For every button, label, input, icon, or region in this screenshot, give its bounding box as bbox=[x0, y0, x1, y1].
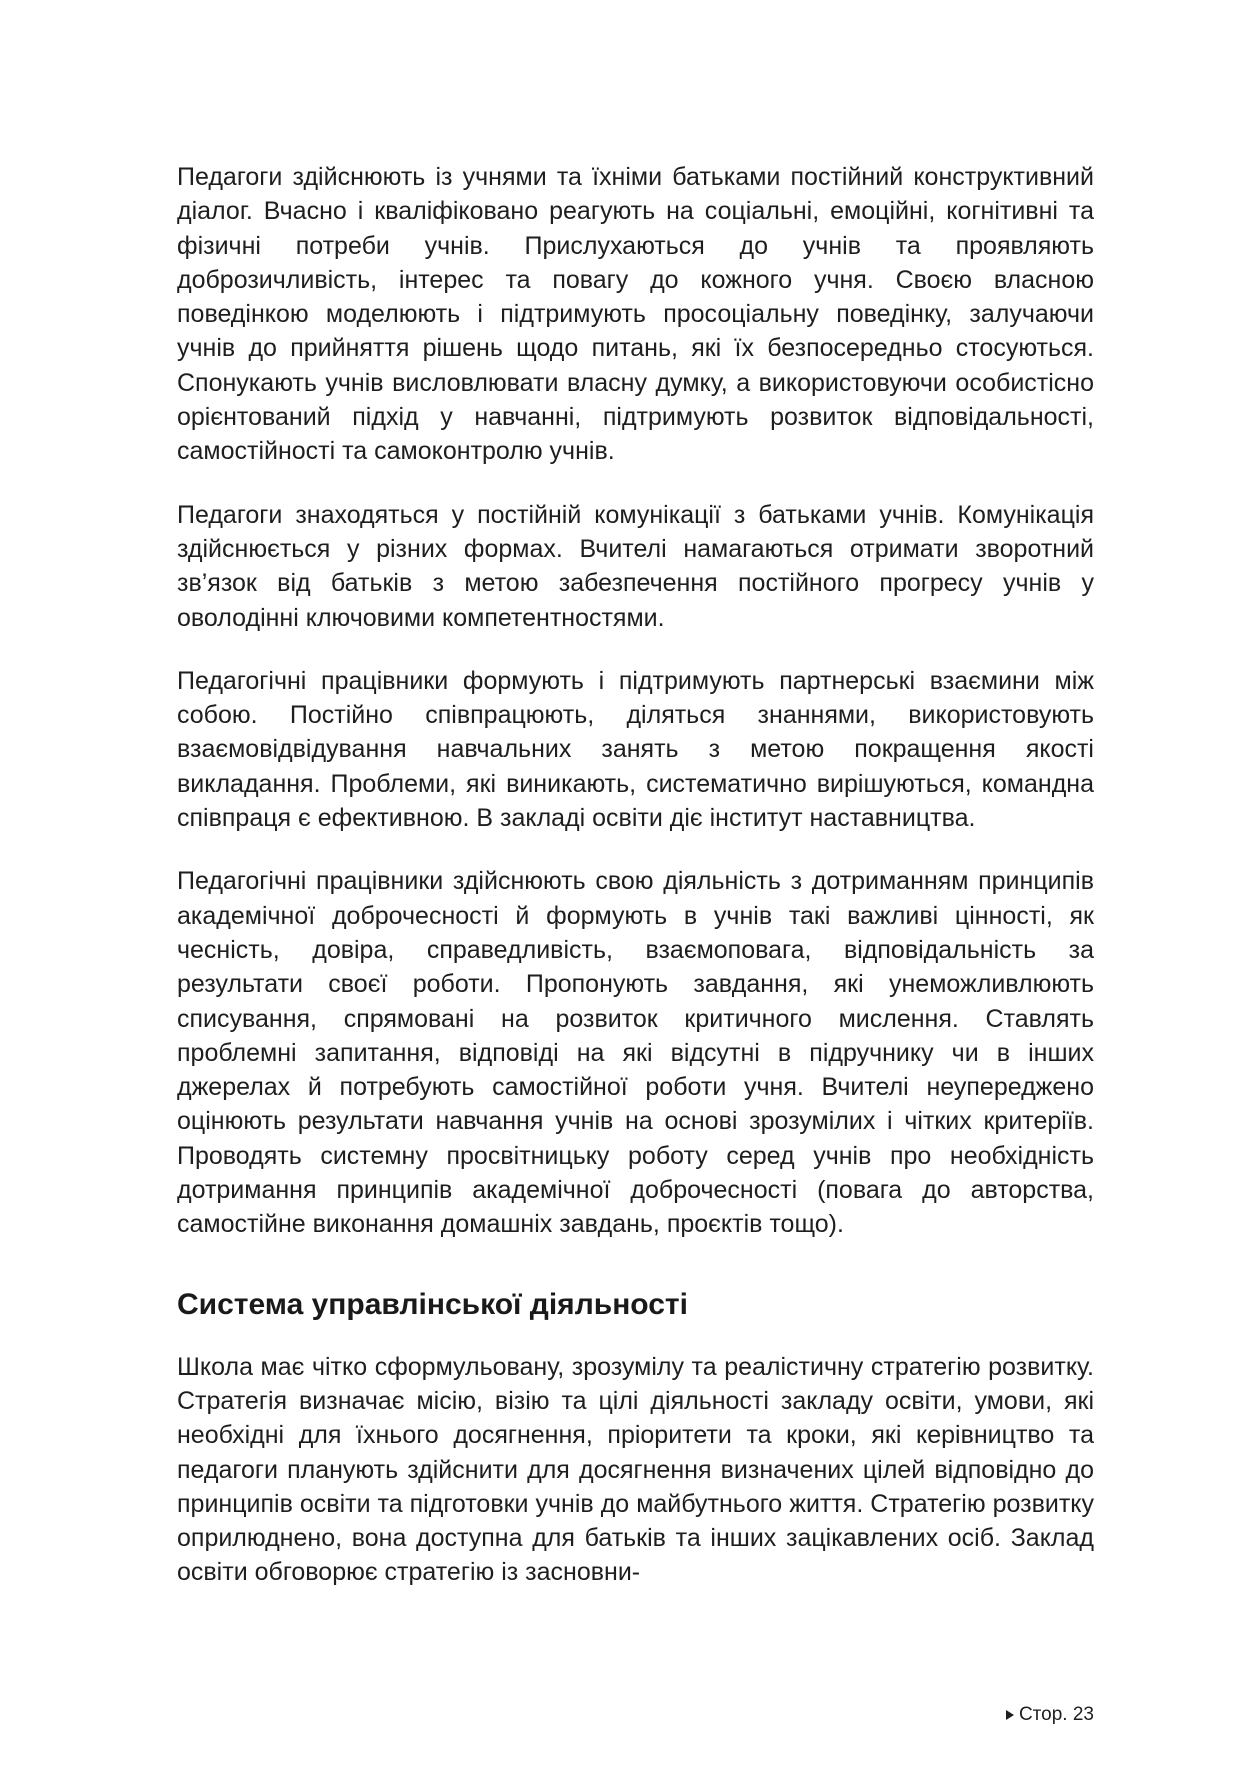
section-heading: Система управлінської діяльності bbox=[177, 1287, 688, 1321]
paragraph-school-strategy: Школа має чітко сформульовану, зрозумілу та реалістичну стратегію розвитку. Стратегія визначає місію, візію та цілі діяльності закладу освіти, умови, які необхідні для їхнього досягнення, пріоритети та кроки, які керівництво та педагоги планують здійснити для досягнення визначених цілей відповідно до принципів освіти та підготовки учнів до майбутнього життя. Стратегію розвитку оприлюднено, вона доступна для батьків та інших зацікавлених осіб. Заклад освіти обговорює стратегію із засновни- bbox=[177, 1352, 1094, 1587]
page-number: Стор. 23 bbox=[1018, 1704, 1094, 1725]
paragraph-academic-integrity: Педагогічні працівники здійснюють свою діяльність з дотриманням принципів академічної доброчесності й формують в учнів такі важливі цінності, як чесність, довіра, справедливість, взаємоповага, відповідальність за результати своєї роботи. Пропонують завдання, які унеможливлюють списування, спрямовані на розвиток критичного мислення. Ставлять проблемні запитання, відповіді на які відсутні в підручнику чи в інших джерелах й потребують самостійної роботи учня. Вчителі неупереджено оцінюють результати навчання учнів на основі зрозумілих і чітких критеріїв. Проводять системну просвітницьку роботу серед учнів про необхідність дотримання принципів академічної доброчесності (повага до авторства, самостійне виконання домашніх завдань, проєктів тощо). bbox=[177, 867, 1094, 1239]
paragraph-teacher-student-dialogue: Педагоги здійснюють із учнями та їхніми батьками постійний конструктивний діалог. Вчасно і кваліфіковано реагують на соціальні, емоційні, когнітивні та фізичні потреби учнів. Прислухаються до учнів та проявляють доброзичливість, інтерес та повагу до кожного учня. Своєю власною поведінкою моделюють і підтримують просоціальну поведінку, залучаючи учнів до прийняття рішень щодо питань, які їх безпосередньо стосуються. Спонукають учнів висловлювати власну думку, а використовуючи особистісно орієнтований підхід у навчанні, підтримують розвиток відповідальності, самостійності та самоконтролю учнів. bbox=[177, 163, 1094, 466]
document-page bbox=[177, 160, 1094, 1619]
paragraph-parent-communication: Педагоги знаходяться у постійній комунікації з батьками учнів. Комунікація здійснюється у різних формах. Вчителі намагаються отримати зворотний зв’язок від батьків з метою забезпечення постійного прогресу учнів у оволодінні ключовими компетентностями. bbox=[177, 500, 1094, 632]
page-footer bbox=[1006, 1703, 1094, 1727]
paragraph-teacher-partnership: Педагогічні працівники формують і підтримують партнерські взаємини між собою. Постійно співпрацюють, діляться знаннями, використовують взаємовідвідування навчальних занять з метою покращення якості викладання. Проблеми, які виникають, систематично вирішуються, командна співпраця є ефективною. В закладі освіти діє інститут наставництва. bbox=[177, 666, 1094, 833]
triangle-right-icon bbox=[1006, 1710, 1014, 1720]
